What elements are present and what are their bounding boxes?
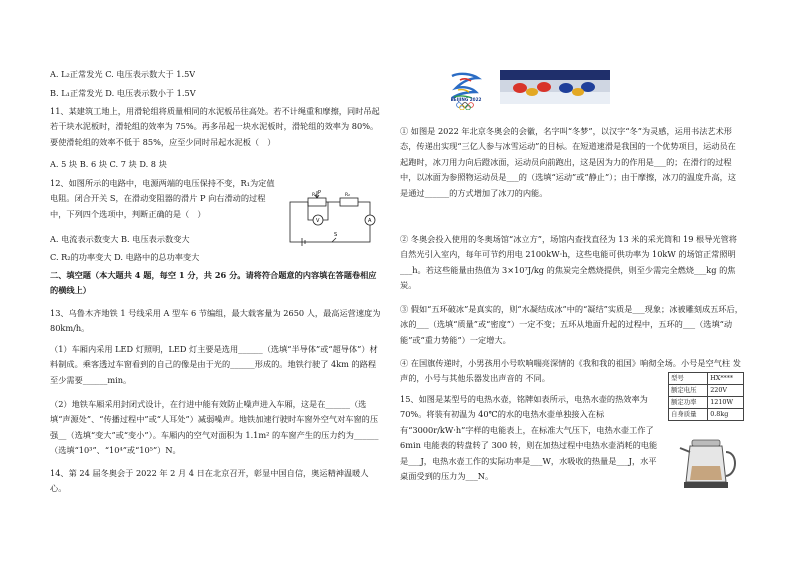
- question-14-part-2: ② 冬奥会投入使用的冬奥场馆“冰立方”，场馆内查找直径为 13 米的采光筒和 19 根导光管将自然光引入室内，每年可节约用电 2100kW·h，这些电能可供功率为 10kW 的场馆正常照明___h。若这些能量由热值为 3×10⁷J/kg 的焦炭完全燃烧提供，则至少需完全燃烧___kg 的焦炭。: [400, 234, 737, 291]
- circuit-diagram: [282, 188, 378, 248]
- table-cell: HX****: [708, 373, 744, 385]
- table-cell: 额定电压: [669, 385, 708, 397]
- table-cell: 自身质量: [669, 409, 708, 421]
- question-12: 12、如图所示的电路中，电源两端的电压保持不变，R₁为定值电阻。闭合开关 S，在滑动变阻器的滑片 P 向右滑动的过程中，下列四个选项中，判断正确的是（ ）: [50, 178, 275, 219]
- table-row: [669, 385, 744, 397]
- question-15: 15、如图是某型号的电热水壶，铭牌如表所示，电热水壶的热效率为 70%。将装有初温为 40℃的水的电热水壶单独接入在标有“3000r/kW·h”字样的电能表上，在标准大气压下，电热水壶工作了 6min 电能表的转盘转了 300 转，则在加热过程中电热水壶消耗的电能是___J，电热水壶工作的实际功率是___W，水吸收的热量是___J，水平桌面受到的压力为___N。: [400, 394, 658, 482]
- switch-s: [332, 238, 336, 242]
- question-12-options-cd: C. R₂的功率变大 D. 电路中的总功率变大: [50, 252, 200, 262]
- table-cell: 0.8kg: [708, 409, 744, 421]
- logo-text: BEIJING 2022: [450, 97, 482, 102]
- table-row: [669, 409, 744, 421]
- question-13: 13、乌鲁木齐地铁 1 号线采用 A 型车 6 节编组，最大载客量为 2650 人，最高运营速度为 80km/h。: [50, 308, 381, 334]
- label-s: S: [334, 232, 338, 238]
- table-cell: 1210W: [708, 397, 744, 409]
- question-14-part-3: ③ 假如“五环破冰”是真实的，则“水凝结成冰”中的“凝结”实质是___现象；冰被雕刻成五环后，冰的___（选填“质量”或“密度”）一定不变；五环从地面升起的过程中，五环的___（选填“动能”或“重力势能”）一定增大。: [400, 304, 743, 345]
- table-cell: 额定功率: [669, 397, 708, 409]
- question-14-part-4: ④ 在国旗传递时，小男孩用小号吹响喘亮深情的《我和我的祖国》响彻全场。小号是空气柱 发声的，小号与其他乐器发出声音的 不同。: [400, 358, 741, 384]
- electric-kettle-image: [668, 432, 748, 492]
- section-2-heading: 二、填空题（本大题共 4 题，每空 1 分，共 26 分。请将符合题意的内容填在答题卷相应的横线上）: [50, 270, 377, 296]
- question-14-part-1: ① 如图是 2022 年北京冬奥会的会徽，名字叫“冬梦”，以汉字“冬”为灵感，运用书法艺术形态，传递出实现“三亿人参与冰雪运动”的目标。在短道速滑是我国的一个优势项目，运动员在起跑时，冰刀用力向后蹬冰面，运动员向前跑出，这是因为力的作用是___的；在滑行的过程中，以冰面为参照物运动员是___的（选填“运动”或“静止”）；由于摩擦，冰刀的温度升高，这是通过______的方式增加了冰刀的内能。: [400, 126, 737, 198]
- option-line-a-c: A. L₂正常发光 C. 电压表示数大于 1.5V: [50, 69, 196, 79]
- question-11: 11、某建筑工地上，用滑轮组将质量相同的水泥板吊往高处。若不计绳重和摩擦，同时吊起若干块水泥板时，滑轮组的效率为 75%。再多吊起一块水泥板时，滑轮组的效率为 80%。要使滑轮组的效率不低于 85%，应至少同时吊起水泥板（ ）: [50, 106, 380, 147]
- table-row: [669, 397, 744, 409]
- table-row: [669, 373, 744, 385]
- label-v: V: [316, 218, 320, 224]
- question-13-part-1: （1）车厢内采用 LED 灯照明，LED 灯主要是选用______（选填“半导体”或“超导体”）材料制成。乘客透过车窗看到的自己的像是由于光的______形成的。地铁行驶了 4km 的路程至少需要______min。: [50, 344, 378, 385]
- table-cell: 220V: [708, 385, 744, 397]
- label-r1: R₁: [312, 193, 317, 198]
- label-r2: R₂: [345, 193, 350, 198]
- speed-skating-photo: [500, 70, 610, 104]
- question-12-options-ab: A. 电流表示数变大 B. 电压表示数变大: [50, 234, 190, 244]
- resistor-r2: [340, 198, 358, 206]
- question-14-intro: 14、第 24 届冬奥会于 2022 年 2 月 4 日在北京召开，彰显中国自信，奥运精神温暖人心。: [50, 468, 369, 494]
- table-cell: 型号: [669, 373, 708, 385]
- circuit-wire-loop: [290, 202, 370, 242]
- kettle-spec-table: [668, 372, 744, 421]
- winter-olympics-emblem: [438, 70, 494, 110]
- resistor-r1: [308, 198, 326, 206]
- label-a: A: [368, 218, 372, 224]
- option-line-b-d: B. L₁正常发光 D. 电压表示数小于 1.5V: [50, 88, 196, 98]
- label-p: P: [318, 190, 322, 196]
- question-11-options: A. 5 块 B. 6 块 C. 7 块 D. 8 块: [50, 159, 167, 169]
- question-13-part-2: （2）地铁车厢采用封闭式设计，在行进中能有效防止噪声进入车厢，这是在______（选填“声源处”、“传播过程中”或“人耳处”）减弱噪声。地铁加速行驶时车窗外空气对车窗的压强__（选填“变大”或“变小”）。车厢内的空气对面积为 1.1m² 的车窗产生的压力约为______（选填“10³”、“10⁴”或“10⁵”）N。: [50, 399, 379, 456]
